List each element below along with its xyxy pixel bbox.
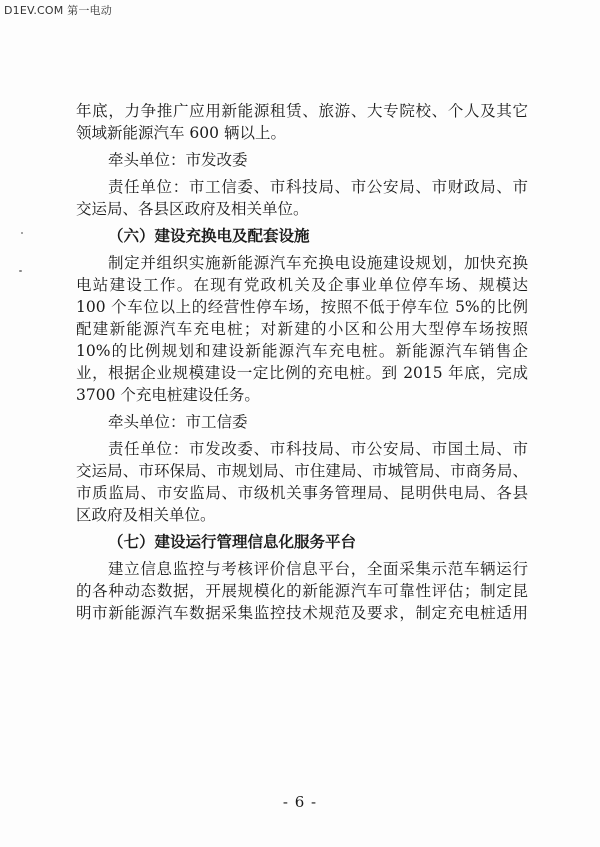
scan-speck [21,232,23,234]
text-line: 电站建设工作。在现有党政机关及企事业单位停车场、规模达 [76,276,528,294]
section-heading-6: （六）建设充换电及配套设施 [108,226,310,245]
lead-unit-line: 牵头单位：市工信委 [108,413,248,431]
text-line: 的各种动态数据，开展规模化的新能源汽车可靠性评估；制定昆 [76,582,528,600]
text-line: 10%的比例规划和建设新能源汽车充电桩。新能源汽车销售企 [76,342,528,360]
page-number: - 6 - [282,793,318,811]
text-line: 业，根据企业规模建设一定比例的充电桩。到 2015 年底，完成 [76,364,528,382]
body-text [76,100,528,624]
responsible-unit-line: 责任单位：市工信委、市科技局、市公安局、市财政局、市 [108,178,528,196]
text-line: 交运局、市环保局、市规划局、市住建局、市城管局、市商务局、 [76,462,528,480]
text-line: 交运局、各县区政府及相关单位。 [76,200,309,218]
text-line: 年底，力争推广应用新能源租赁、旅游、大专院校、个人及其它 [76,102,528,120]
text-line: 100 个车位以上的经营性停车场，按照不低于停车位 5%的比例 [76,298,528,316]
text-line: 领域新能源汽车 600 辆以上。 [76,124,286,142]
text-line: 区政府及相关单位。 [76,506,216,524]
text-line: 制定并组织实施新能源汽车充换电设施建设规划，加快充换 [108,254,528,272]
text-line: 配建新能源汽车充电桩；对新建的小区和公用大型停车场按照 [76,320,528,338]
scan-speck [19,270,22,272]
responsible-unit-line: 责任单位：市发改委、市科技局、市公安局、市国土局、市 [108,440,528,458]
text-line: 3700 个充电桩建设任务。 [76,386,260,404]
site-watermark: D1EV.COM 第一电动 [4,4,112,17]
text-line: 市质监局、市安监局、市级机关事务管理局、昆明供电局、各县 [76,484,528,502]
text-line: 明市新能源汽车数据采集监控技术规范及要求，制定充电桩适用 [76,604,528,622]
text-line: 建立信息监控与考核评价信息平台，全面采集示范车辆运行 [108,560,528,578]
section-heading-7: （七）建设运行管理信息化服务平台 [108,532,357,551]
lead-unit-line: 牵头单位：市发改委 [108,151,248,169]
